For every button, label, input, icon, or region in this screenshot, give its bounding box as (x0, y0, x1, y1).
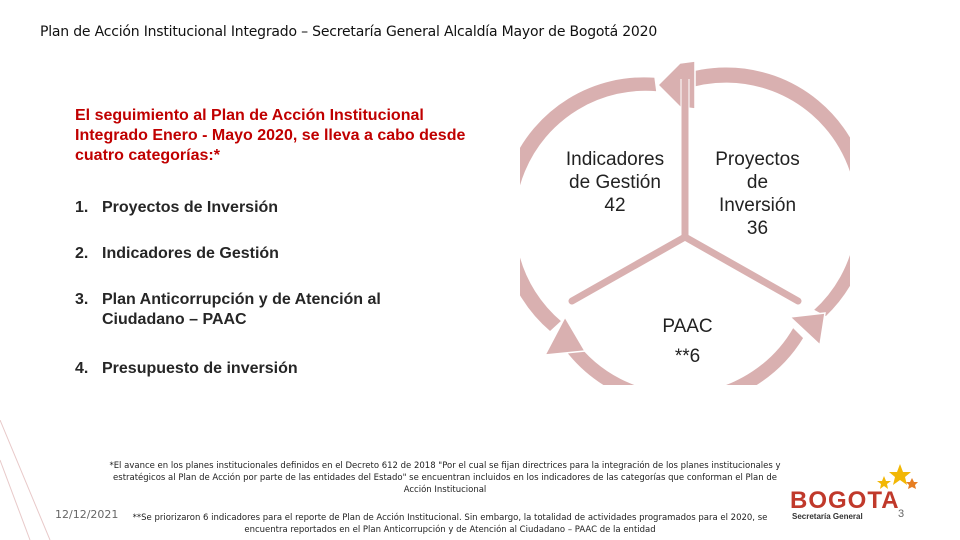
footer-date: 12/12/2021 (55, 508, 119, 521)
intro-text: El seguimiento al Plan de Acción Institucional Integrado Enero - Mayo 2020, se lleva a cabo desde cuatro categorías:* (75, 107, 466, 164)
label-paac: PAAC **6 (662, 316, 713, 367)
page-number: 3 (898, 508, 905, 520)
category-number: 2. (75, 245, 89, 262)
logo-subtitle: Secretaría General (792, 512, 863, 521)
page-title: Plan de Acción Institucional Integrado – Secretaría General Alcaldía Mayor de Bogotá 2020 (40, 24, 658, 40)
label-indicadores: Indicadores de Gestión 42 (565, 149, 665, 216)
divider-right (685, 237, 798, 301)
category-label: Plan Anticorrupción y de Atención al Ciudadano – PAAC (102, 291, 381, 328)
category-label: Proyectos de Inversión (102, 199, 279, 216)
category-number: 1. (75, 199, 89, 216)
category-item-2 (75, 244, 462, 264)
category-item-3 (75, 290, 442, 330)
category-label: Indicadores de Gestión (102, 245, 279, 262)
divider-left (572, 237, 685, 301)
category-number: 4. (75, 360, 89, 377)
category-item-4 (75, 359, 462, 379)
label-proyectos: Proyectos de Inversión 36 (715, 149, 800, 239)
corner-decoration (0, 420, 60, 540)
footnote-1: *El avance en los planes institucionales definidos en el Decreto 612 de 2018 "Por el cual se fijan directrices para la integración de los planes institucionales y estratégicos al Plan de Acción por parte de las entidades del Estado" se encuentran incluidos en los indicadores de las categorías que conforman el Plan de Acción Institucional (109, 461, 781, 495)
category-label: Presupuesto de inversión (102, 360, 298, 377)
logo-text: BOGOTA (790, 487, 900, 514)
category-number: 3. (75, 291, 89, 308)
category-item-1 (75, 198, 462, 218)
footnote-2: **Se priorizaron 6 indicadores para el reporte de Plan de Acción Institucional. Sin embargo, la totalidad de actividades programados para el 2020, se encuentra reportados en el Plan Anticorrupción y de Atención al Ciudadano – PAAC de la entidad (132, 513, 768, 535)
